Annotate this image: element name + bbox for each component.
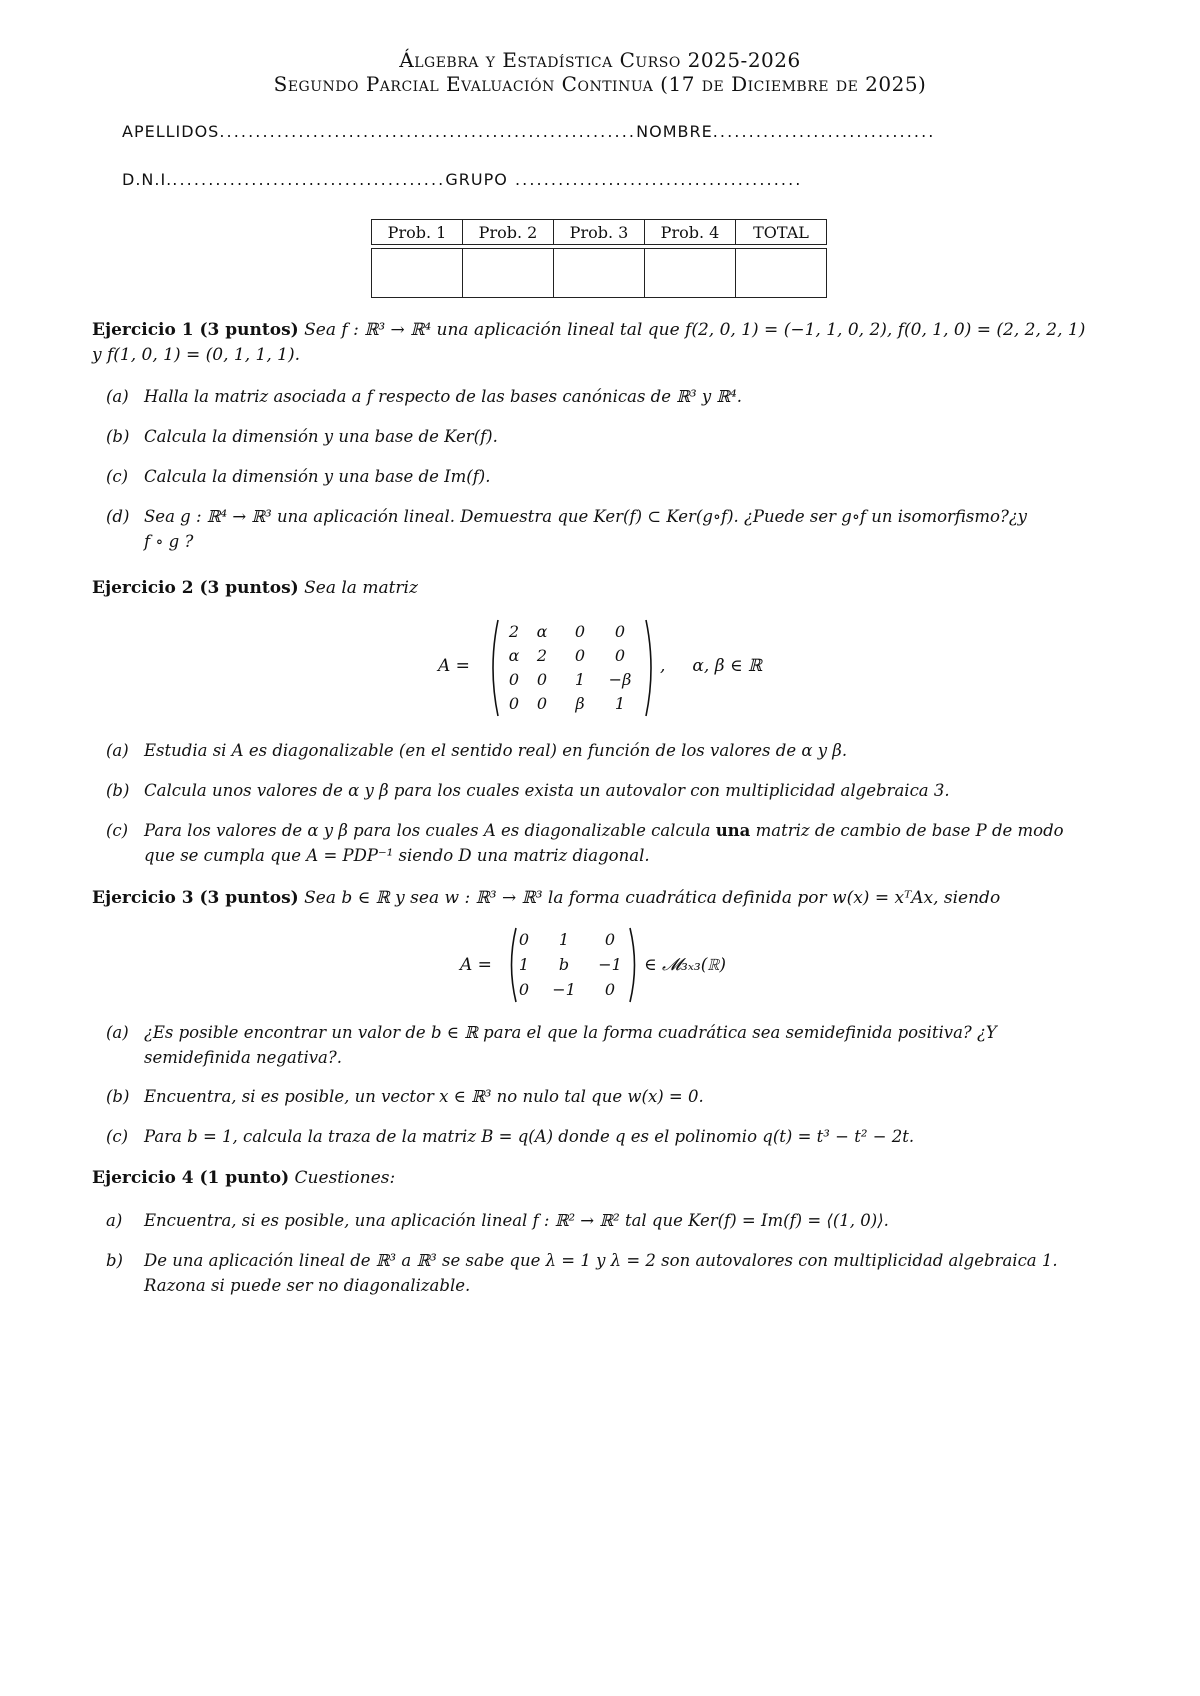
score-table [371,219,827,298]
matrix-a3-suffix: ∈ 𝓜₃ₓ₃(ℝ) [644,955,727,975]
exercise-3-statement: Sea b ∈ ℝ y sea w : ℝ³ → ℝ³ la forma cuadrática definida por w(x) = xᵀAx, siendo [304,888,1001,908]
score-cell-1[interactable] [372,249,463,298]
matrix-a-label: A = [438,656,470,676]
exam-title: Segundo Parcial Evaluación Continua (17 de Diciembre de 2025) [273,72,927,96]
exercise-1 [92,318,1122,368]
score-header: Prob. 4 [645,220,736,245]
exercise-1-item-d: (d) Sea g : ℝ⁴ → ℝ³ una aplicación lineal. Demuestra que Ker(f) ⊂ Ker(g∘f). ¿Puede ser g∘f un isomorfismo?¿y f ∘ g ? [106,507,1027,551]
exercise-3 [92,886,1122,911]
course-title: Álgebra y Estadística Curso 2025-2026 [399,48,801,72]
exercise-4 [92,1166,1122,1191]
exercise-1-statement: Sea f : ℝ³ → ℝ⁴ una aplicación lineal tal que f(2, 0, 1) = (−1, 1, 0, 2), f(0, 1, 0) = (2, 2, 2, 1) [304,320,1086,340]
matrix-right-paren [644,618,658,718]
score-header: TOTAL [736,220,827,245]
exercise-2-item-a: (a) Estudia si A es diagonalizable (en el sentido real) en función de los valores de α y β. [106,741,848,760]
exercise-2 [92,576,1122,601]
score-header: Prob. 1 [372,220,463,245]
exercise-1-item-c: (c) Calcula la dimensión y una base de Im(f). [106,467,491,486]
matrix-a-suffix: , α, β ∈ ℝ [660,656,763,676]
score-input-row [372,249,827,298]
exercise-1-item-b: (b) Calcula la dimensión y una base de Ker(f). [106,427,498,446]
exercise-4-statement: Cuestiones: [294,1168,396,1188]
apellidos-field[interactable]: APELLIDOS..........................................................NOMBRE............................... [122,122,936,141]
grupo-label: GRUPO [445,170,508,189]
score-cell-2[interactable] [463,249,554,298]
score-header: Prob. 3 [554,220,645,245]
dni-field[interactable]: D.N.I.......................................GRUPO ........................................ [122,170,803,189]
exercise-1-statement-cont: y f(1, 0, 1) = (0, 1, 1, 1). [92,345,301,365]
exercise-3-item-c: (c) Para b = 1, calcula la traza de la matriz B = q(A) donde q es el polinomio q(t) = t³ − t² − 2t. [106,1127,915,1146]
score-header-row [372,220,827,245]
exercise-2-heading: Ejercicio 2 (3 puntos) [92,578,299,598]
exercise-2-item-c: (c) Para los valores de α y β para los cuales A es diagonalizable calcula una matriz de cambio de base P de modo que se cumpla que A = PDP⁻¹ siendo D una matriz diagonal. [106,821,1064,865]
exercise-1-heading: Ejercicio 1 (3 puntos) [92,320,299,340]
score-header: Prob. 2 [463,220,554,245]
exam-page: Álgebra y Estadística Curso 2025-2026 Segundo Parcial Evaluación Continua (17 de Diciembre de 2025) APELLIDOS..........................................................NOMBRE............................... D.N.I.......................................GRUPO ........................................ Prob. 1 Prob. 2 Prob. 3 Prob. 4 TOTAL Ejercicio 1 (3 puntos) Sea f : ℝ³ → ℝ⁴ una aplicación lineal tal que f(2, 0, 1) = (−1, 1, 0, 2), f(0, 1, 0) = (2, 2, 2, 1) y f(1, 0, 1) = (0, 1, 1, 1). (a) Halla la matriz asociada a f respecto de las bases canónicas de ℝ³ y ℝ⁴. (b) Calcula la dimensión y una base de Ker(f). (c) Calcula la dimensión y una base de Im(f). (d) Sea g : ℝ⁴ → ℝ³ una aplicación lineal. Demuestra que Ker(f) ⊂ Ker(g∘f). ¿Puede ser g∘f un isomorfismo?¿y f ∘ g ? Ejercicio 2 (3 puntos) Sea la matriz A = 2 α 0 0 α 2 0 0 0 0 1 −β 0 0 β 1 , α, β ∈ ℝ (a) Estudia si A es diagonalizable (en el sentido real) en función de los valores de α y β. (b) Calcula unos valores de α y β para los cuales exista un autovalor con multiplicidad algebraica 3. (c) Para los valores de α y β para los cuales A es diagonalizable calcula una matriz de cambio de base P de modo que se cumpla que A = PDP⁻¹ siendo D una matriz diagonal. Ejercicio 3 (3 puntos) Sea b ∈ ℝ y sea w : ℝ³ → ℝ³ la forma cuadrática definida por w(x) = xᵀAx, siendo A = 0 1 0 1 b −1 0 −1 0 ∈ 𝓜₃ₓ₃(ℝ) (a) ¿Es posible encontrar un valor de b ∈ ℝ para el que la forma cuadrática sea semidefinida positiva? ¿Y semidefinida negativa?. (b) Encuentra, si es posible, un vector x ∈ ℝ³ no nulo tal que w(x) = 0. (c) Para b = 1, calcula la traza de la matriz B = q(A) donde q es el polinomio q(t) = t³ − t² − 2t. Ejercicio 4 (1 punto) Cuestiones: a) Encuentra, si es posible, una aplicación lineal f : ℝ² → ℝ² tal que Ker(f) = Im(f) = ⟨(1, 0)⟩. b) De una aplicación lineal de ℝ³ a ℝ³ se sabe que λ = 1 y λ = 2 son autovalores con multiplicidad algebraica 1. Razona si puede ser no diagonalizable. [0,0,1200,1696]
exercise-2-item-b: (b) Calcula unos valores de α y β para los cuales exista un autovalor con multiplicidad algebraica 3. [106,781,950,800]
dni-label: D.N.I. [122,170,173,189]
matrix-a3-label: A = [460,955,492,975]
exercise-4-item-b: b) De una aplicación lineal de ℝ³ a ℝ³ se sabe que λ = 1 y λ = 2 son autovalores con multiplicidad algebraica 1. Razona si puede ser no diagonalizable. [106,1251,1058,1295]
apellidos-label: APELLIDOS [122,122,220,141]
matrix3-right-paren [628,926,640,1004]
exercise-2-statement: Sea la matriz [304,578,418,598]
score-cell-total[interactable] [736,249,827,298]
exercise-3-item-b: (b) Encuentra, si es posible, un vector x ∈ ℝ³ no nulo tal que w(x) = 0. [106,1087,704,1106]
exercise-3-heading: Ejercicio 3 (3 puntos) [92,888,299,908]
exercise-4-heading: Ejercicio 4 (1 punto) [92,1168,290,1188]
score-cell-4[interactable] [645,249,736,298]
exercise-4-item-a: a) Encuentra, si es posible, una aplicación lineal f : ℝ² → ℝ² tal que Ker(f) = Im(f) = ⟨(1, 0)⟩. [106,1211,889,1230]
score-cell-3[interactable] [554,249,645,298]
exercise-1-item-a: (a) Halla la matriz asociada a f respecto de las bases canónicas de ℝ³ y ℝ⁴. [106,387,742,406]
exercise-3-item-a: (a) ¿Es posible encontrar un valor de b ∈ ℝ para el que la forma cuadrática sea semidefinida positiva? ¿Y semidefinida negativa?. [106,1023,997,1067]
nombre-label: NOMBRE [636,122,713,141]
